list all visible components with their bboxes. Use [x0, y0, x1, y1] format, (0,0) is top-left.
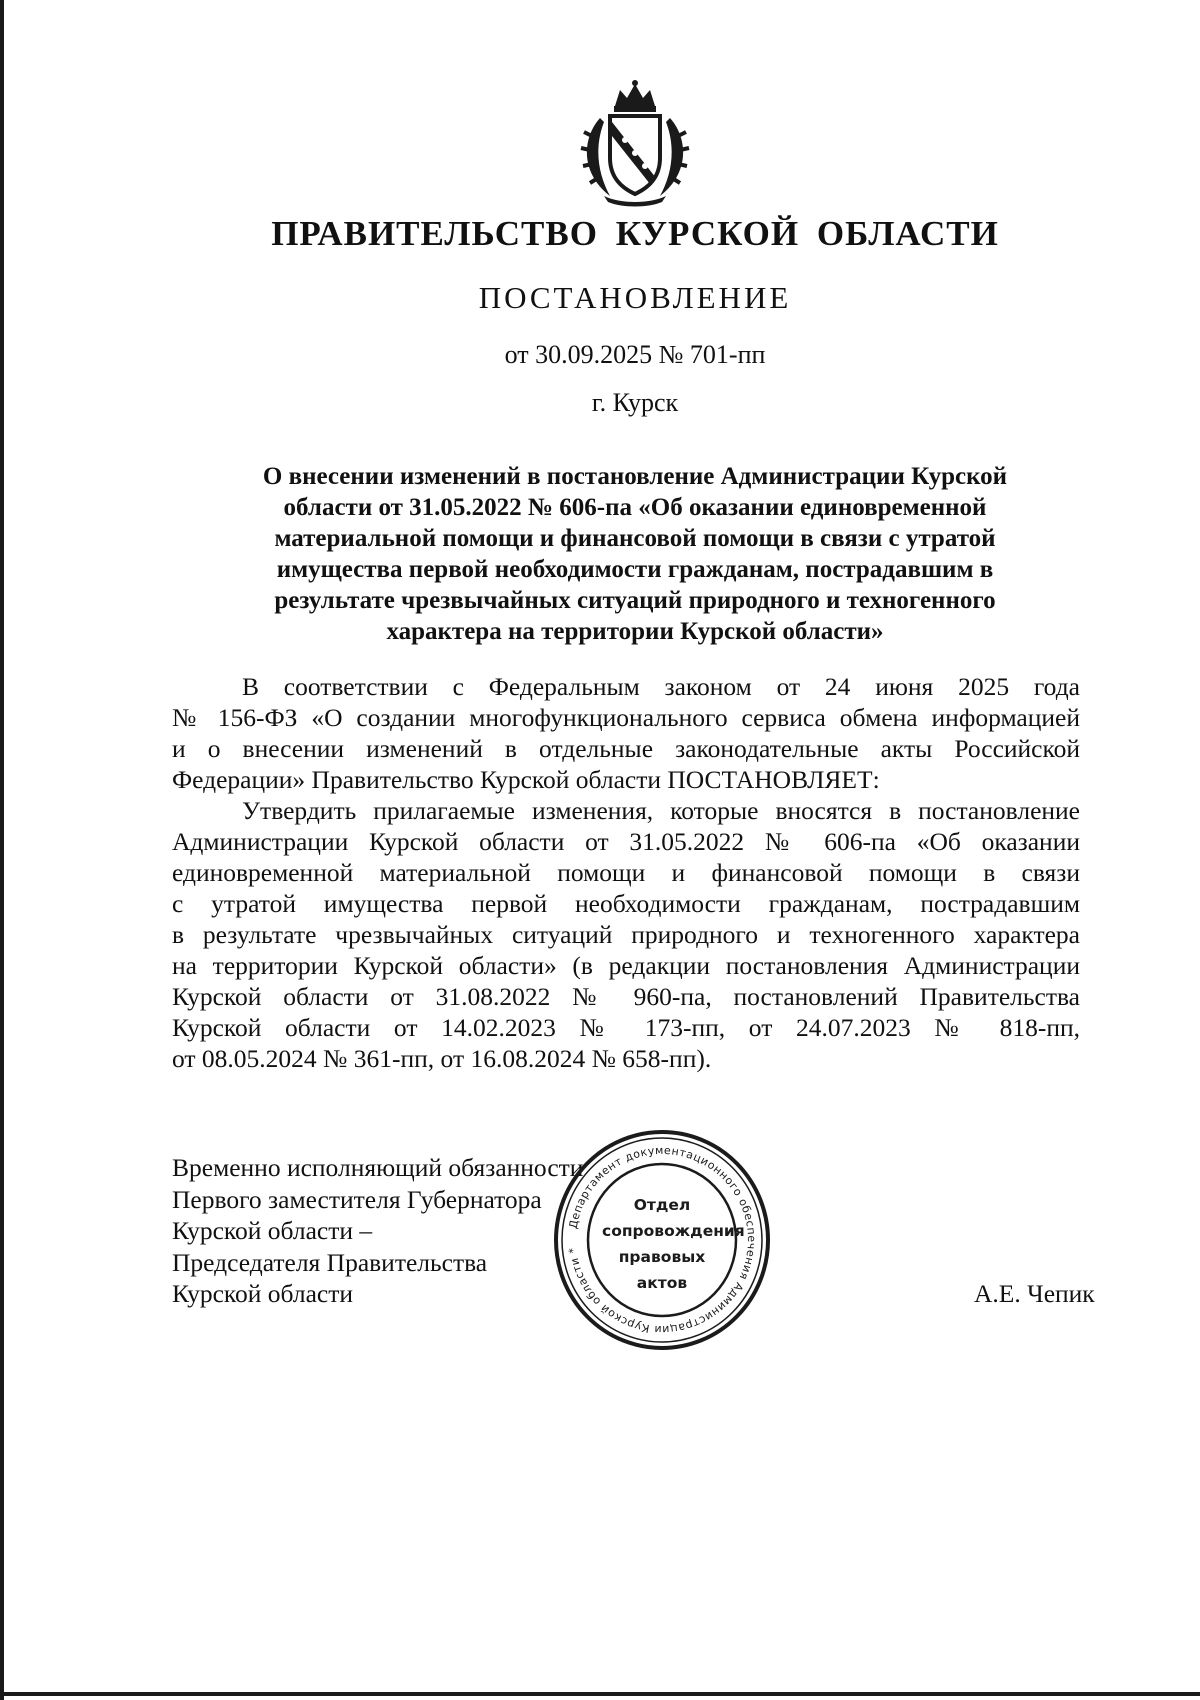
- body-line: единовременной материальной помощи и финансовой помощи в связи: [172, 858, 1080, 887]
- kursk-coat-of-arms-icon: [570, 78, 700, 208]
- subject-line: области от 31.05.2022 № 606-па «Об оказании единовременной: [283, 494, 987, 521]
- signatory-position-line: Временно исполняющий обязанности: [172, 1153, 584, 1182]
- subject-line: материальной помощи и финансовой помощи в связи с утратой: [274, 525, 996, 552]
- signatory-position-line: Курской области –: [172, 1216, 373, 1245]
- subject-line: имущества первой необходимости гражданам, пострадавшим в: [276, 556, 994, 583]
- signatory-position-line: Председателя Правительства: [172, 1247, 488, 1277]
- document-number: от 30.09.2025 № 701-пп: [504, 340, 766, 369]
- svg-text:Департамент документационного: Департамент документационного обеспечения Администрации Курской области *: [566, 1143, 759, 1337]
- stamp-line: сопровождения: [602, 1222, 745, 1240]
- stamp-line: актов: [636, 1274, 688, 1292]
- stamp-center-text: [602, 1192, 745, 1296]
- body-line: на территории Курской области» (в редакции постановления Администрации: [172, 951, 1080, 980]
- scan-edge-bottom: [0, 1692, 1200, 1696]
- body-line: Администрации Курской области от 31.05.2022 № 606-па «Об оказании: [172, 827, 1080, 856]
- body-line: Курской области от 31.08.2022 № 960-па, постановлений Правительства: [172, 982, 1080, 1011]
- body-line: в результате чрезвычайных ситуаций природного и техногенного характера: [172, 920, 1080, 949]
- body-line: Утвердить прилагаемые изменения, которые вносятся в постановление: [242, 796, 1080, 825]
- body-line: Курской области от 14.02.2023 № 173-пп, от 24.07.2023 № 818-пп,: [172, 1013, 1080, 1042]
- body-line: Федерации» Правительство Курской области ПОСТАНОВЛЯЕТ:: [172, 765, 880, 794]
- subject-line: характера на территории Курской области»: [386, 618, 884, 645]
- signatory-position: [172, 1152, 583, 1310]
- document-subject: [200, 461, 1070, 647]
- signatory-position-line: Курской области: [172, 1279, 354, 1308]
- body-line: В соответствии с Федеральным законом от 24 июня 2025 года: [242, 672, 1080, 701]
- subject-line: О внесении изменений в постановление Администрации Курской: [262, 463, 1008, 490]
- stamp-line: правовых: [618, 1248, 706, 1266]
- stamp-line: Отдел: [633, 1196, 691, 1214]
- organization-title: ПРАВИТЕЛЬСТВО КУРСКОЙ ОБЛАСТИ: [271, 214, 999, 253]
- signatory-position-line: Первого заместителя Губернатора: [172, 1184, 542, 1214]
- body-line: № 156-ФЗ «О создании многофункционального сервиса обмена информацией: [172, 703, 1080, 732]
- subject-line: результате чрезвычайных ситуаций природного и техногенного: [274, 587, 996, 614]
- document-body: [172, 671, 1080, 1074]
- body-line: от 08.05.2024 № 361-пп, от 16.08.2024 № 658-пп).: [172, 1044, 712, 1073]
- signer-name: А.Е. Чепик: [974, 1279, 1095, 1308]
- document-city: г. Курск: [591, 388, 679, 417]
- document-type: ПОСТАНОВЛЕНИЕ: [478, 280, 792, 315]
- scan-edge-left: [0, 0, 4, 1700]
- body-line: с утратой имущества первой необходимости гражданам, пострадавшим: [172, 889, 1080, 918]
- body-line: и о внесении изменений в отдельные законодательные акты Российской: [172, 734, 1080, 763]
